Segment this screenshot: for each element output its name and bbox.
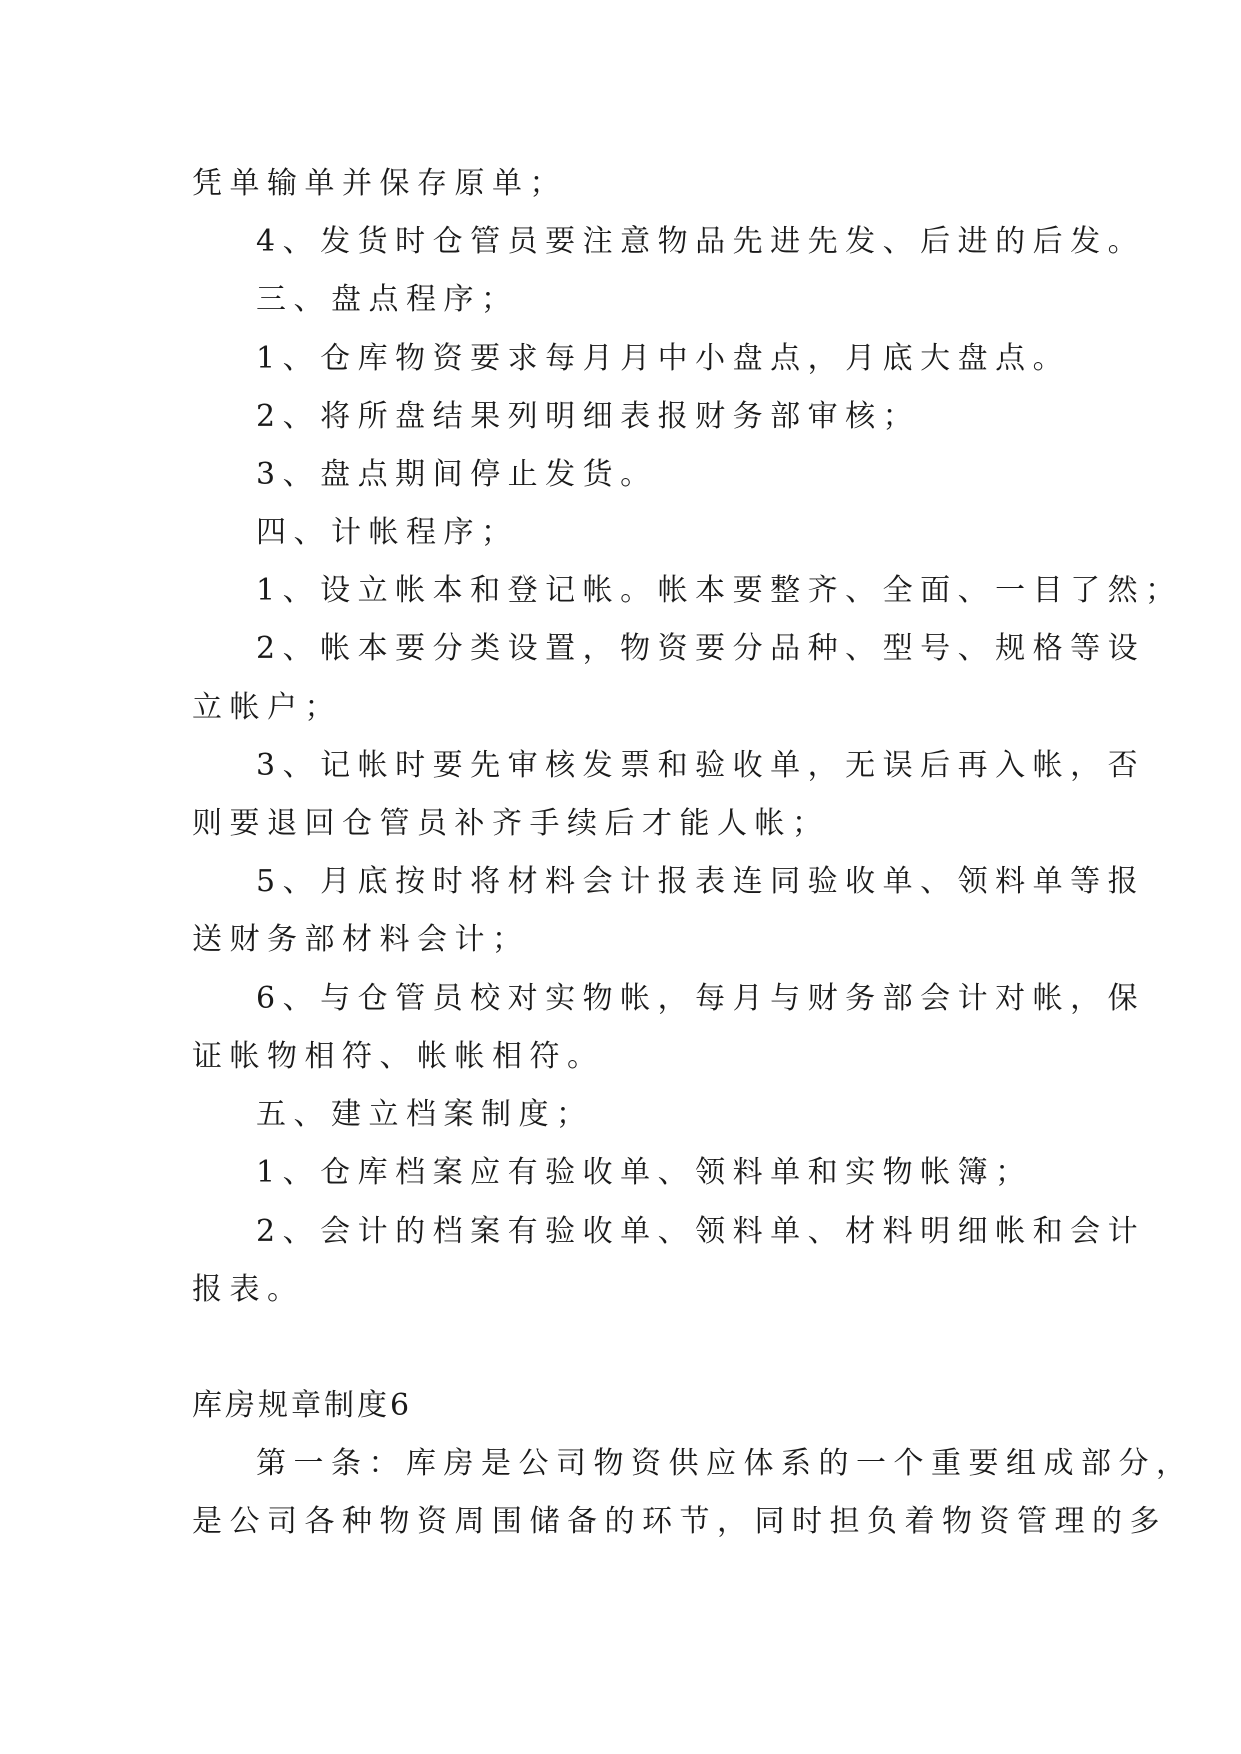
text-line-4: 1、仓库物资要求每月月中小盘点，月底大盘点。	[256, 341, 1071, 376]
text-line-1: 凭单输单并保存原单；	[192, 166, 567, 201]
text-line-5: 2、将所盘结果列明细表报财务部审核；	[256, 399, 921, 434]
text-line-16: 证帐物相符、帐帐相符。	[192, 1039, 605, 1074]
text-line-6: 3、盘点期间停止发货。	[256, 457, 658, 492]
text-line-22: 第一条：库房是公司物资供应体系的一个重要组成部分，	[256, 1446, 1194, 1481]
text-line-11: 3、记帐时要先审核发票和验收单，无误后再入帐，否	[256, 748, 1146, 783]
section-heading-3: 三、盘点程序；	[256, 282, 519, 317]
document-title: 库房规章制度6	[192, 1388, 413, 1423]
text-line-13: 5、月底按时将材料会计报表连同验收单、领料单等报	[256, 864, 1146, 899]
text-line-20: 报表。	[192, 1272, 305, 1307]
text-line-8: 1、设立帐本和登记帐。帐本要整齐、全面、一目了然；	[256, 573, 1183, 608]
section-heading-4: 四、计帐程序；	[256, 515, 519, 550]
text-line-19: 2、会计的档案有验收单、领料单、材料明细帐和会计	[256, 1214, 1146, 1249]
text-line-9: 2、帐本要分类设置，物资要分品种、型号、规格等设	[256, 631, 1146, 666]
text-line-23: 是公司各种物资周围储备的环节，同时担负着物资管理的多	[192, 1504, 1167, 1539]
text-line-18: 1、仓库档案应有验收单、领料单和实物帐簿；	[256, 1155, 1033, 1190]
section-heading-5: 五、建立档案制度；	[256, 1097, 594, 1132]
text-line-15: 6、与仓管员校对实物帐，每月与财务部会计对帐，保	[256, 981, 1146, 1016]
text-line-2: 4、发货时仓管员要注意物品先进先发、后进的后发。	[256, 224, 1146, 259]
text-line-14: 送财务部材料会计；	[192, 922, 530, 957]
text-line-12: 则要退回仓管员补齐手续后才能人帐；	[192, 806, 830, 841]
text-line-10: 立帐户；	[192, 690, 342, 725]
